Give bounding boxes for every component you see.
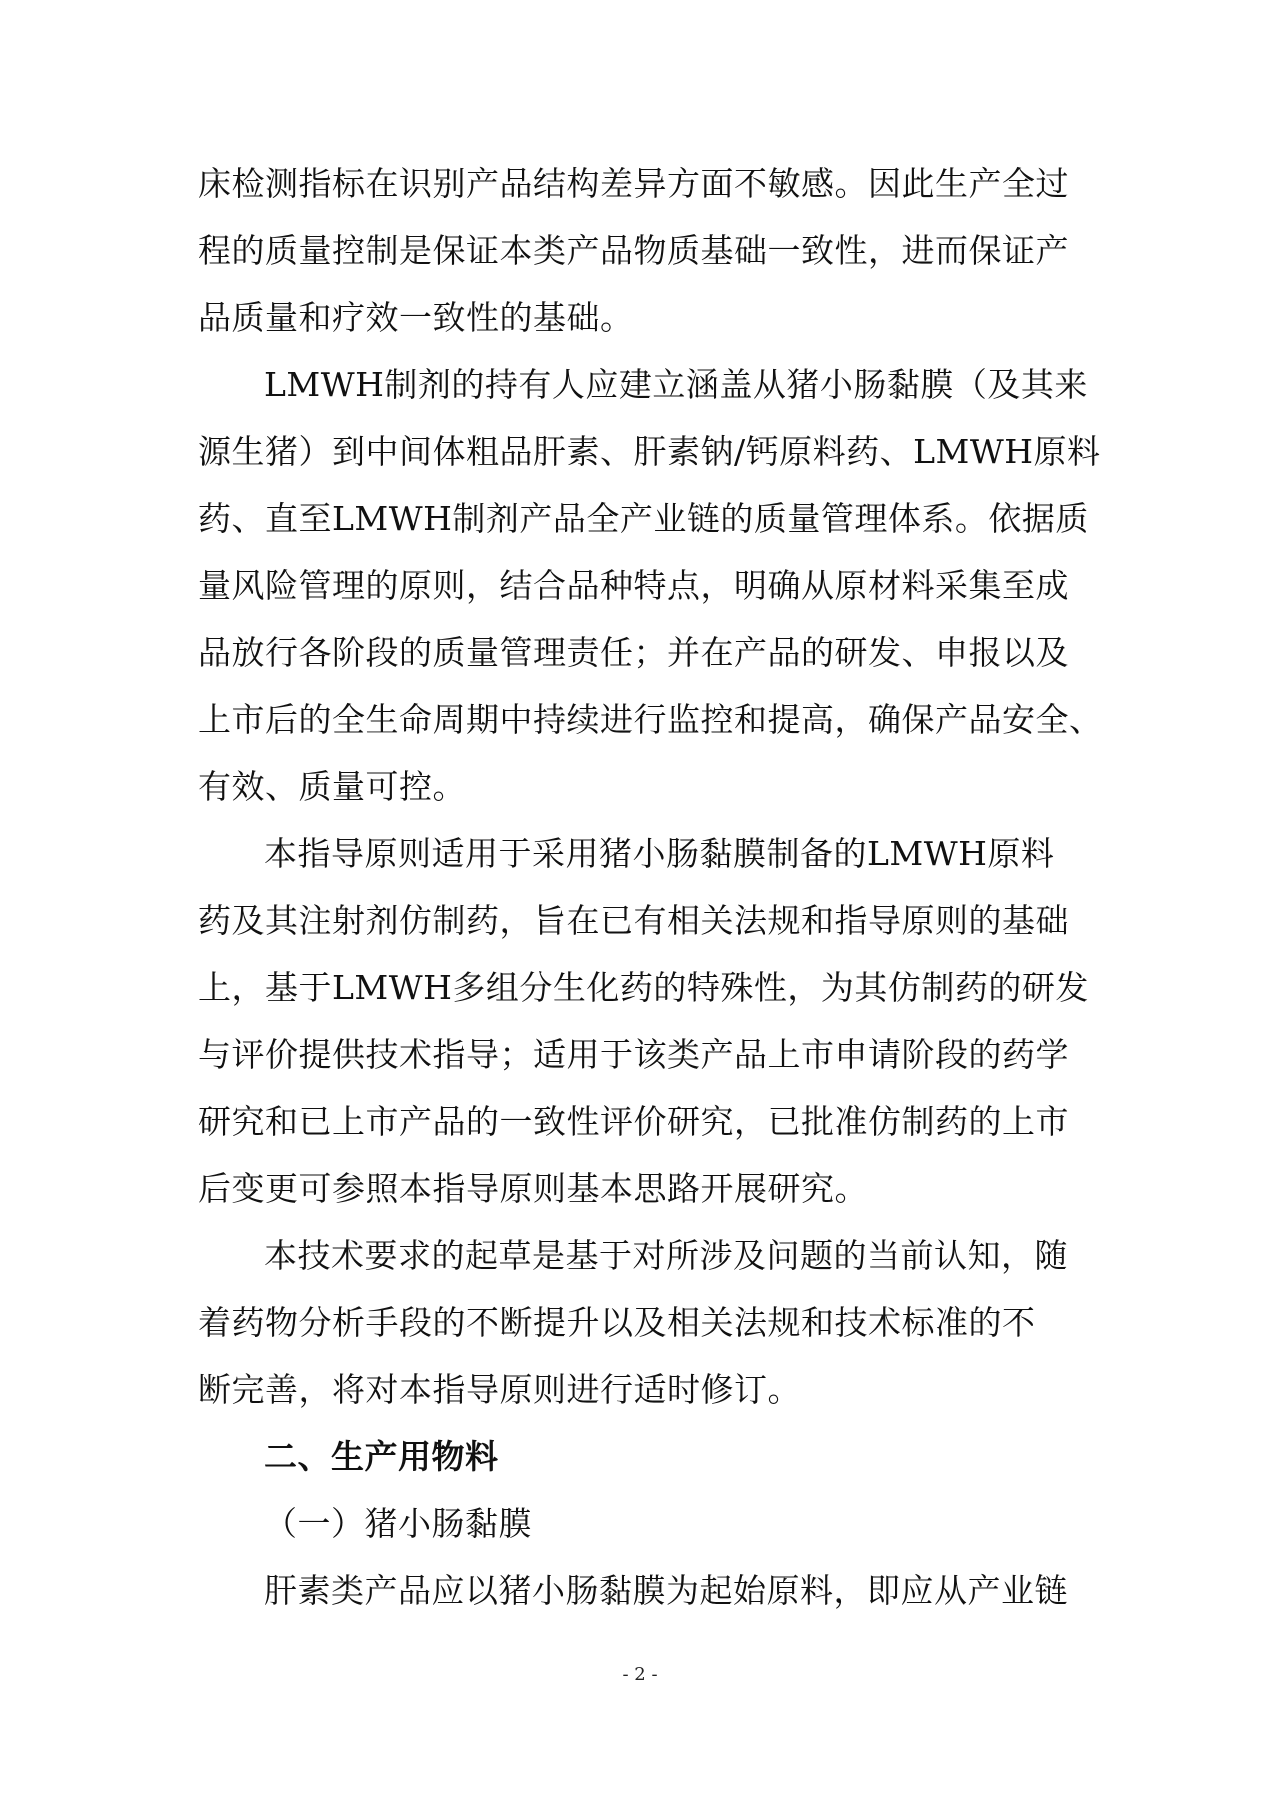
- paragraph-line: 源生猪）到中间体粗品肝素、肝素钠/钙原料药、LMWH原料: [198, 432, 1101, 471]
- document-body: [198, 150, 1103, 1624]
- paragraph-line: 断完善，将对本指导原则进行适时修订。: [198, 1370, 801, 1409]
- paragraph-line: 有效、质量可控。: [198, 767, 466, 806]
- section-heading: 二、生产用物料: [264, 1437, 499, 1476]
- paragraph-line: 药及其注射剂仿制药，旨在已有相关法规和指导原则的基础: [198, 901, 1069, 940]
- paragraph-line: 上市后的全生命周期中持续进行监控和提高，确保产品安全、: [198, 700, 1103, 739]
- paragraph-line: 床检测指标在识别产品结构差异方面不敏感。因此生产全过: [198, 164, 1069, 203]
- paragraph-line: 本指导原则适用于采用猪小肠黏膜制备的LMWH原料: [264, 834, 1055, 873]
- page-number: - 2 -: [622, 1664, 658, 1685]
- paragraph-line: 肝素类产品应以猪小肠黏膜为起始原料，即应从产业链: [264, 1571, 1068, 1610]
- paragraph-line: 上，基于LMWH多组分生化药的特殊性，为其仿制药的研发: [198, 968, 1089, 1007]
- paragraph-line: 药、直至LMWH制剂产品全产业链的质量管理体系。依据质: [198, 499, 1089, 538]
- paragraph-line: 与评价提供技术指导；适用于该类产品上市申请阶段的药学: [198, 1035, 1069, 1074]
- paragraph-line: 品质量和疗效一致性的基础。: [198, 298, 634, 337]
- paragraph-line: 本技术要求的起草是基于对所涉及问题的当前认知，随: [264, 1236, 1068, 1275]
- paragraph-line: 量风险管理的原则，结合品种特点，明确从原材料采集至成: [198, 566, 1069, 605]
- paragraph-line: 着药物分析手段的不断提升以及相关法规和技术标准的不: [198, 1303, 1036, 1342]
- paragraph-line: 后变更可参照本指导原则基本思路开展研究。: [198, 1169, 868, 1208]
- paragraph-line: 程的质量控制是保证本类产品物质基础一致性，进而保证产: [198, 231, 1069, 270]
- paragraph-line: 研究和已上市产品的一致性评价研究，已批准仿制药的上市: [198, 1102, 1069, 1141]
- paragraph-line: 品放行各阶段的质量管理责任；并在产品的研发、申报以及: [198, 633, 1069, 672]
- subsection-heading: （一）猪小肠黏膜: [264, 1504, 532, 1543]
- paragraph-line: LMWH制剂的持有人应建立涵盖从猪小肠黏膜（及其来: [264, 365, 1088, 404]
